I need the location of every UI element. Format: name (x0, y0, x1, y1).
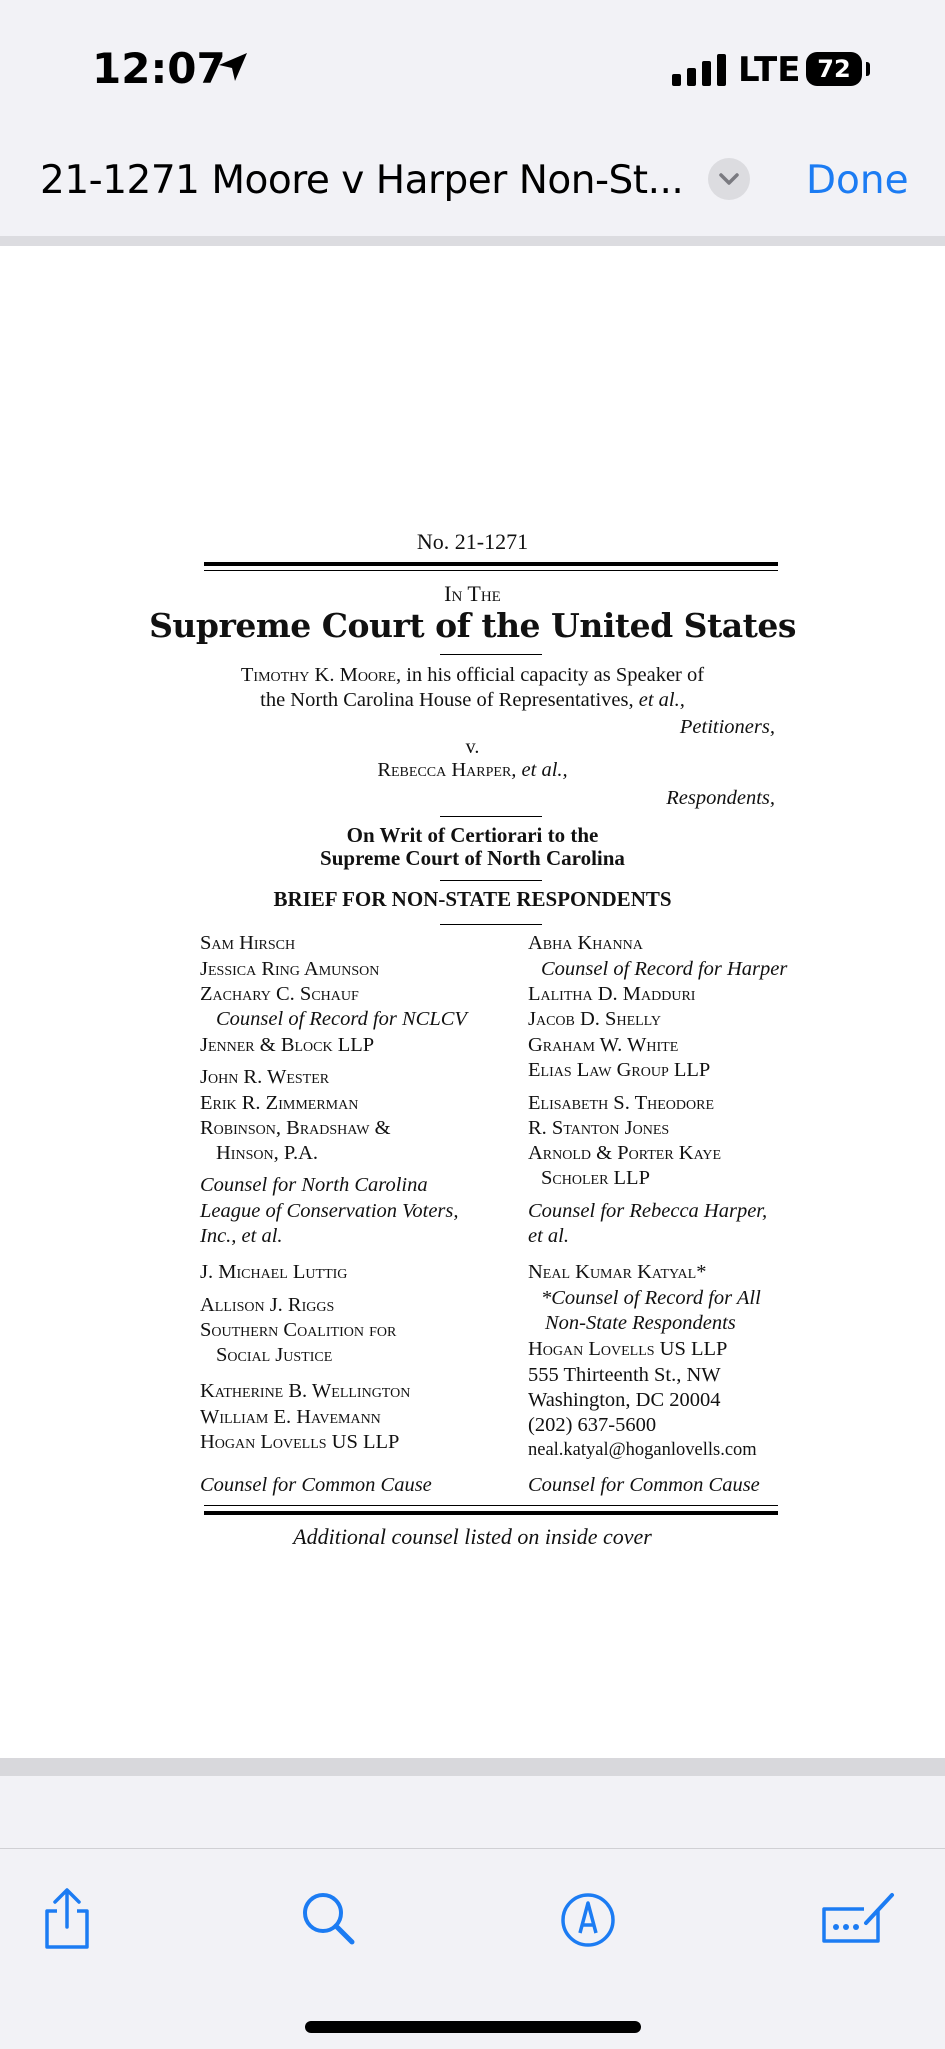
respondents-label: Respondents, (666, 787, 775, 809)
rule (440, 880, 542, 881)
rule (440, 816, 542, 817)
docket-number: No. 21-1271 (416, 529, 529, 554)
annotate-icon (818, 1883, 898, 1953)
counsel-role: *Counsel of Record for All (541, 1287, 761, 1309)
battery-tip (866, 62, 870, 76)
counsel-name: Zachary C. Schauf (200, 983, 359, 1005)
navigation-bar (0, 130, 945, 236)
brief-title: BRIEF FOR NON-STATE RESPONDENTS (273, 887, 672, 911)
title-menu-button[interactable] (708, 158, 750, 200)
petitioners-label: Petitioners, (679, 716, 775, 738)
counsel-name: Neal Kumar Katyal* (528, 1261, 707, 1283)
document-title[interactable]: 21-1271 Moore v Harper Non-St... (40, 158, 684, 203)
network-type: LTE (738, 50, 801, 90)
counsel-name: Abha Khanna (528, 932, 643, 954)
counsel-role: Counsel for Common Cause (528, 1474, 760, 1496)
firm-name: Scholer LLP (541, 1167, 650, 1189)
email-address: neal.katyal@hoganlovells.com (528, 1440, 757, 1460)
court-name: Supreme Court of the United States (149, 606, 796, 645)
share-icon (33, 1883, 103, 1953)
counsel-role: Counsel for Rebecca Harper, (528, 1200, 768, 1222)
firm-name: Elias Law Group LLP (528, 1059, 711, 1081)
share-button[interactable] (33, 1883, 103, 1953)
top-double-rule (204, 562, 778, 566)
petitioner-capacity: , in his official capacity as Speaker of (395, 664, 705, 686)
address-city: Washington, DC 20004 (528, 1389, 721, 1411)
counsel-role: Non-State Respondents (545, 1312, 736, 1334)
petitioner-etal: et al., (638, 689, 685, 711)
done-button[interactable]: Done (806, 158, 909, 203)
counsel-role: Counsel of Record for Harper (541, 958, 788, 980)
petitioner-name: Timothy K. Moore (240, 664, 396, 686)
bottom-double-rule (204, 1511, 778, 1515)
markup-button[interactable] (553, 1883, 623, 1953)
search-button[interactable] (294, 1883, 364, 1953)
counsel-name: Katherine B. Wellington (200, 1380, 411, 1402)
counsel-name: Jacob D. Shelly (528, 1008, 661, 1030)
location-arrow-icon (216, 50, 250, 89)
annotate-button[interactable] (818, 1883, 898, 1953)
counsel-name: Graham W. White (528, 1034, 679, 1056)
counsel-name: Jessica Ring Amunson (200, 958, 380, 980)
writ-line-2: Supreme Court of North Carolina (320, 846, 625, 870)
phone-number: (202) 637-5600 (528, 1414, 657, 1436)
rule (440, 654, 542, 655)
bottom-double-rule-thin (204, 1505, 778, 1506)
firm-name: Arnold & Porter Kaye (528, 1142, 722, 1164)
counsel-name: Elisabeth S. Theodore (528, 1092, 714, 1114)
firm-name: Hogan Lovells US LLP (528, 1338, 728, 1360)
counsel-role: Counsel for Common Cause (200, 1474, 432, 1496)
writ-line-1: On Writ of Certiorari to the (346, 823, 599, 847)
respondent-etal: , et al., (511, 759, 568, 781)
counsel-name: J. Michael Luttig (200, 1261, 348, 1283)
status-time: 12:07 (92, 44, 226, 93)
counsel-name: Allison J. Riggs (200, 1294, 335, 1316)
firm-name: Hinson, P.A. (216, 1142, 319, 1164)
counsel-name: R. Stanton Jones (528, 1117, 670, 1139)
status-bar (0, 0, 945, 130)
respondent-name: Rebecca Harper (377, 759, 512, 781)
search-icon (294, 1883, 364, 1953)
counsel-role: Counsel for North Carolina (200, 1174, 428, 1196)
firm-name: Southern Coalition for (200, 1319, 397, 1341)
chevron-down-icon (708, 158, 750, 200)
versus: v. (465, 736, 480, 758)
counsel-name: Lalitha D. Madduri (528, 983, 696, 1005)
counsel-role: League of Conservation Voters, (200, 1200, 459, 1222)
bottom-toolbar (0, 1848, 945, 2049)
home-indicator (305, 2021, 641, 2033)
firm-name: Jenner & Block LLP (200, 1034, 375, 1056)
rule (440, 924, 542, 925)
battery-icon: 72 (806, 52, 862, 86)
firm-name: Social Justice (216, 1344, 333, 1366)
top-double-rule-thin (204, 570, 778, 571)
counsel-role: Counsel of Record for NCLCV (216, 1008, 467, 1030)
counsel-name: John R. Wester (200, 1066, 330, 1088)
in-the: In The (444, 581, 501, 606)
firm-name: Robinson, Bradshaw & (200, 1117, 391, 1139)
address-street: 555 Thirteenth St., NW (528, 1364, 721, 1386)
counsel-role: et al. (528, 1225, 569, 1247)
counsel-name: Erik R. Zimmerman (200, 1092, 359, 1114)
counsel-name: Sam Hirsch (200, 932, 296, 954)
document-page[interactable] (0, 246, 945, 1758)
page-separator (0, 1758, 945, 1776)
counsel-name: William E. Havemann (200, 1406, 381, 1428)
footer-note: Additional counsel listed on inside cover (293, 1524, 652, 1549)
firm-name: Hogan Lovells US LLP (200, 1431, 400, 1453)
counsel-role: Inc., et al. (200, 1225, 283, 1247)
petitioner-line2: the North Carolina House of Representatives, (260, 689, 634, 711)
cellular-signal-icon (672, 54, 728, 91)
markup-icon (553, 1883, 623, 1953)
